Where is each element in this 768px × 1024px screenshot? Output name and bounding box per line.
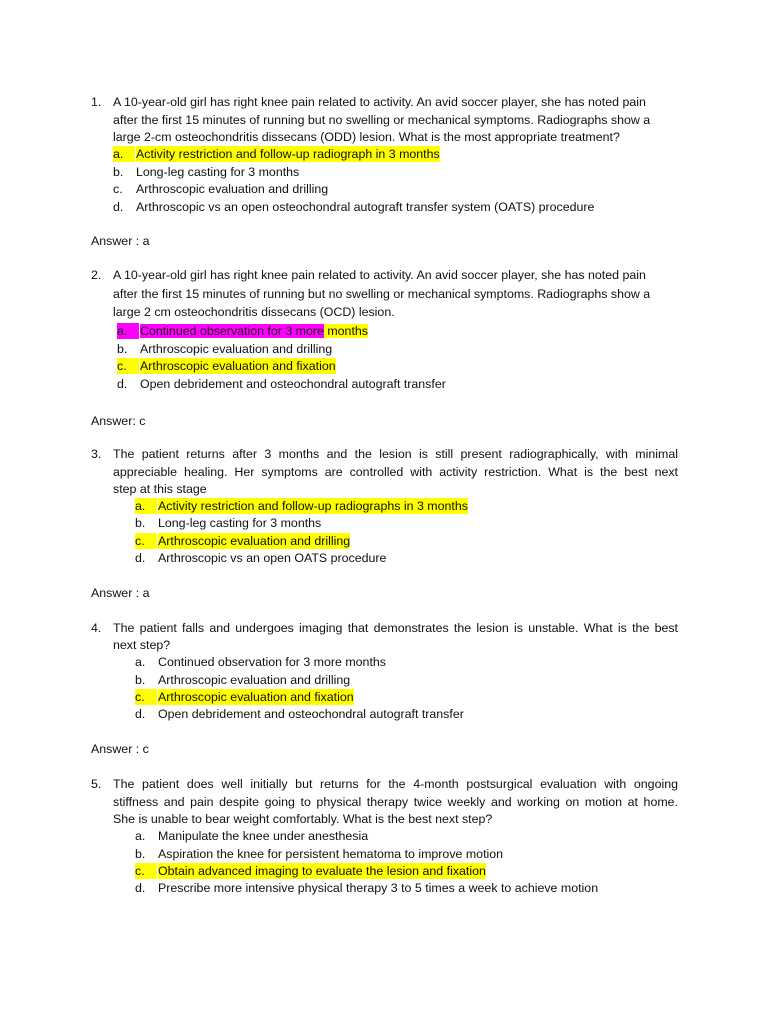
option-text: Arthroscopic evaluation and drilling [158, 673, 351, 687]
question-stem-line: appreciable healing. Her symptoms are controlled with activity restriction. What is the best next [113, 465, 678, 479]
option-letter: b. [135, 516, 146, 530]
question-stem-line: The patient does well initially but returns for the 4-month postsurgical evaluation with ongoing [113, 777, 678, 791]
option-letter: a. [117, 323, 139, 339]
question-stem-line: step at this stage [113, 482, 207, 496]
option-letter: b. [113, 165, 124, 179]
question-number: 4. [91, 621, 102, 635]
option-text: Long-leg casting for 3 months [158, 516, 322, 530]
option-text: Long-leg casting for 3 months [136, 165, 300, 179]
option-letter: c. [113, 182, 123, 196]
option-letter: d. [113, 200, 124, 214]
question-stem-line: A 10-year-old girl has right knee pain related to activity. An avid soccer player, she has noted pain [113, 268, 646, 282]
option-text: Open debridement and osteochondral autograft transfer [140, 377, 446, 391]
option-text: Activity restriction and follow-up radiograph in 3 months [136, 147, 440, 161]
option-text: Arthroscopic evaluation and drilling [140, 342, 333, 356]
option-text: Arthroscopic evaluation and drilling [158, 534, 351, 548]
question-number: 1. [91, 95, 102, 109]
option-text-part-yellow: months [323, 324, 368, 338]
option-letter: d. [135, 881, 146, 895]
question-stem-line: She is unable to bear weight comfortably. What is the best next step? [113, 812, 493, 826]
question-stem-line: after the first 15 minutes of running but no swelling or mechanical symptoms. Radiographs show a [113, 113, 651, 127]
option-text: Continued observation for 3 more months [158, 655, 386, 669]
option-letter: d. [135, 707, 146, 721]
option-letter: a. [135, 655, 146, 669]
question-stem-line: The patient returns after 3 months and the lesion is still present radiographically, with minimal [113, 447, 678, 461]
option-text: Activity restriction and follow-up radiographs in 3 months [158, 499, 468, 513]
option-letter: d. [117, 377, 128, 391]
question-stem-line: after the first 15 minutes of running but no swelling or mechanical symptoms. Radiographs show a [113, 287, 651, 301]
option-letter: c. [135, 533, 157, 549]
question-stem-line: next step? [113, 638, 171, 652]
option-text: Arthroscopic evaluation and fixation [158, 690, 354, 704]
question-number: 2. [91, 268, 102, 282]
option-text: Arthroscopic vs an open osteochondral autograft transfer system (OATS) procedure [136, 200, 595, 214]
option-letter: b. [135, 673, 146, 687]
option-letter: d. [135, 551, 146, 565]
question-number: 5. [91, 777, 102, 791]
question-stem-line: large 2-cm osteochondritis dissecans (ODD) lesion. What is the most appropriate treatment? [113, 130, 620, 144]
option-letter: a. [135, 829, 146, 843]
option-text: Open debridement and osteochondral autograft transfer [158, 707, 464, 721]
option-text: Arthroscopic evaluation and drilling [136, 182, 329, 196]
question-stem-line: The patient falls and undergoes imaging that demonstrates the lesion is unstable. What is the best [113, 621, 678, 635]
option-letter: a. [135, 498, 157, 514]
option-text: Aspiration the knee for persistent hematoma to improve motion [158, 847, 504, 861]
option-letter: c. [117, 358, 139, 374]
option-text: Arthroscopic vs an open OATS procedure [158, 551, 387, 565]
answer-line: Answer : a [91, 234, 150, 248]
option-letter: b. [117, 342, 128, 356]
option-letter: c. [135, 863, 157, 879]
option-text [140, 323, 368, 339]
question-stem-line: large 2 cm osteochondritis dissecans (OCD) lesion. [113, 305, 395, 319]
option-letter: b. [135, 847, 146, 861]
question-stem-line: stiffness and pain despite going to physical therapy twice weekly and working on motion at home. [113, 795, 678, 809]
option-text: Manipulate the knee under anesthesia [158, 829, 369, 843]
question-stem-line: A 10-year-old girl has right knee pain related to activity. An avid soccer player, she has noted pain [113, 95, 646, 109]
option-text: Obtain advanced imaging to evaluate the lesion and fixation [158, 864, 486, 878]
answer-line: Answer : c [91, 742, 149, 756]
option-letter: c. [135, 689, 157, 705]
answer-line: Answer: c [91, 414, 146, 428]
option-letter: a. [113, 146, 135, 162]
option-text: Arthroscopic evaluation and fixation [140, 359, 336, 373]
option-text-part-magenta: Continued observation for 3 more [140, 324, 324, 338]
option-text: Prescribe more intensive physical therapy 3 to 5 times a week to achieve motion [158, 881, 599, 895]
question-number: 3. [91, 447, 102, 461]
answer-line: Answer : a [91, 586, 150, 600]
